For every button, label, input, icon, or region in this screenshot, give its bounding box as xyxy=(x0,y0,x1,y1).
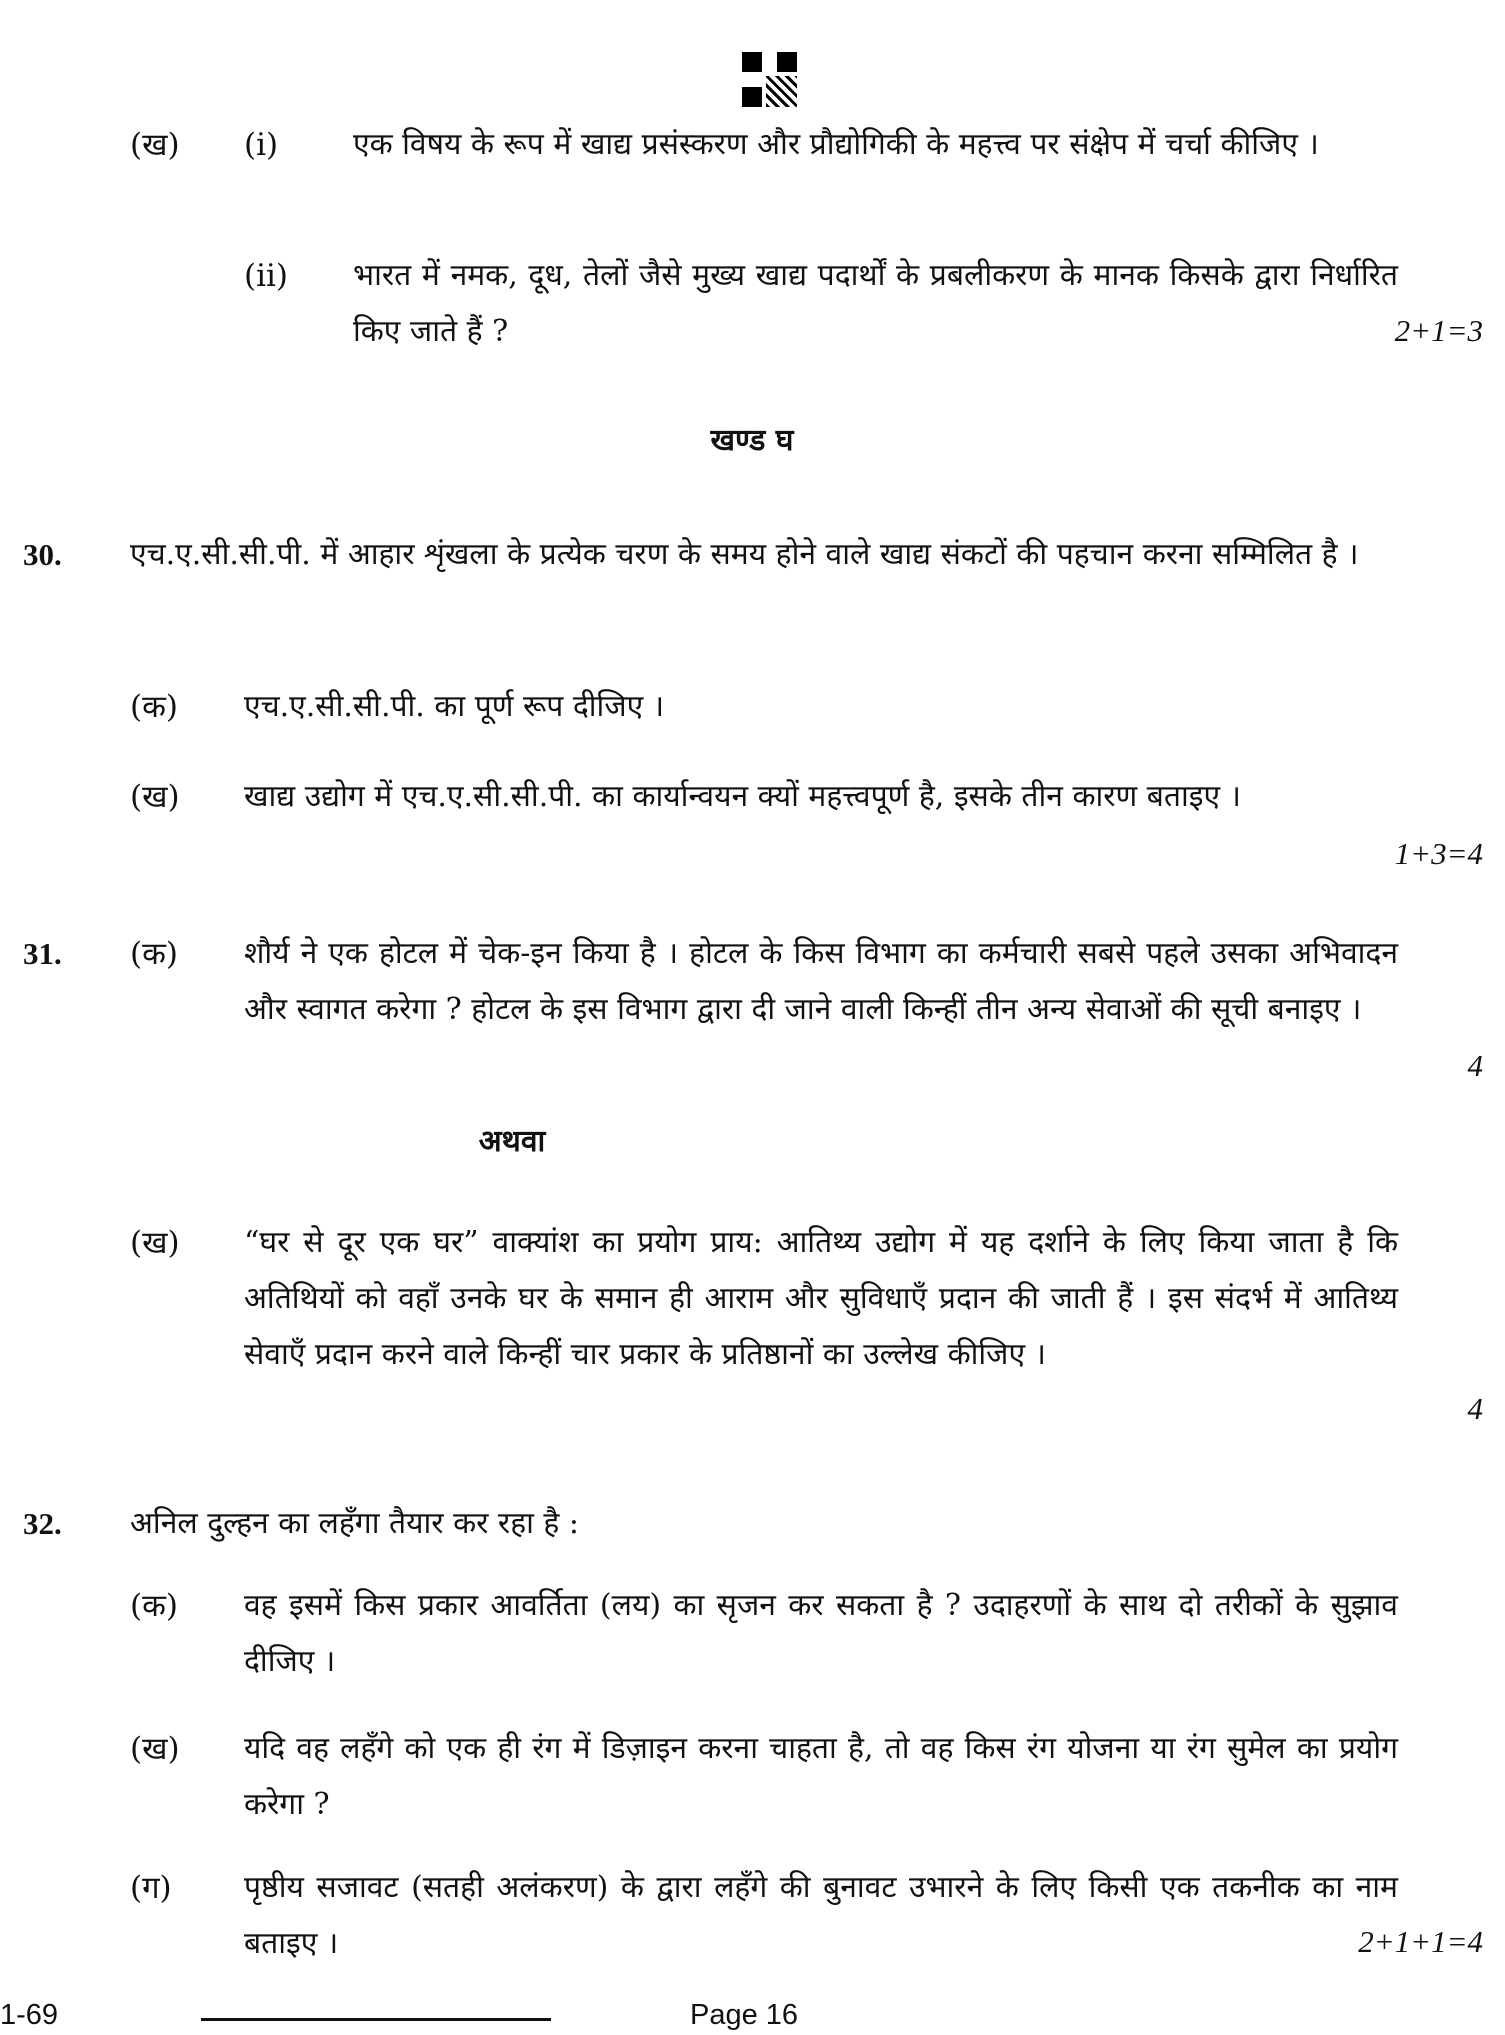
q31a-label: (क) xyxy=(130,936,178,972)
q30a-label: (क) xyxy=(130,689,178,725)
q30b-text: खाद्य उद्योग में एच.ए.सी.सी.पी. का कार्यान्वयन क्यों महत्त्वपूर्ण है, इसके तीन कारण बताइए । xyxy=(244,779,1242,814)
q31-number: 31. xyxy=(23,936,62,971)
q31b-label: (ख) xyxy=(130,1225,180,1261)
q32c-text: पृष्ठीय सजावट (सतही अलंकरण) के द्वारा लहँगे की बुनावट उभारने के लिए किसी एक तकनीक का नाम बताइए । xyxy=(244,1870,1398,1961)
q31b-text: “घर से दूर एक घर” वाक्यांश का प्रयोग प्राय: आतिथ्य उद्योग में यह दर्शाने के लिए किया जाता है कि अतिथियों को वहाँ उनके घर के समान ही आराम और सुविधाएँ प्रदान की जाती हैं । इस संदर्भ में आतिथ्य सेवाएँ प्रदान करने वाले किन्हीं चार प्रकार के प्रतिष्ठानों का उल्लेख कीजिए । xyxy=(244,1225,1398,1372)
q30-number: 30. xyxy=(23,537,62,572)
q32c-label: (ग) xyxy=(130,1870,172,1906)
page-number: Page 16 xyxy=(690,1999,799,2031)
qr-code xyxy=(742,52,797,107)
q29b-i-label: (i) xyxy=(244,127,279,163)
q32a-label: (क) xyxy=(130,1588,178,1624)
q31a-marks: 4 xyxy=(1467,1048,1483,1083)
q29b-ii-text: भारत में नमक, दूध, तेलों जैसे मुख्य खाद्य पदार्थों के प्रबलीकरण के मानक किसके द्वारा निर्धारित किए जाते हैं ? xyxy=(353,258,1398,349)
q29b-i-text: एक विषय के रूप में खाद्य प्रसंस्करण और प्रौद्योगिकी के महत्त्व पर संक्षेप में चर्चा कीजिए । xyxy=(353,127,1319,162)
q32b-text: यदि वह लहँगे को एक ही रंग में डिज़ाइन करना चाहता है, तो वह किस रंग योजना या रंग सुमेल का प्रयोग करेगा ? xyxy=(244,1731,1398,1822)
q32-stem: अनिल दुल्हन का लहँगा तैयार कर रहा है : xyxy=(130,1506,580,1541)
q30a-text: एच.ए.सी.सी.पी. का पूर्ण रूप दीजिए । xyxy=(244,689,665,724)
section-heading: खण्ड घ xyxy=(710,423,794,458)
q31a-text: शौर्य ने एक होटल में चेक-इन किया है । होटल के किस विभाग का कर्मचारी सबसे पहले उसका अभिवादन और स्वागत करेगा ? होटल के इस विभाग द्वारा दी जाने वाली किन्हीं तीन अन्य सेवाओं की सूची बनाइए । xyxy=(244,936,1398,1027)
q29-marks: 2+1=3 xyxy=(1394,313,1483,348)
q29b-label: (ख) xyxy=(130,127,180,163)
paper-code: 1-69 xyxy=(0,1999,59,2031)
q30-marks: 1+3=4 xyxy=(1394,836,1483,871)
q32b-label: (ख) xyxy=(130,1731,180,1767)
or-heading: अथवा xyxy=(478,1124,546,1159)
q29b-ii-label: (ii) xyxy=(244,258,289,294)
q32-marks: 2+1+1=4 xyxy=(1358,1924,1483,1959)
q31b-marks: 4 xyxy=(1467,1391,1483,1426)
q30-stem: एच.ए.सी.सी.पी. में आहार शृंखला के प्रत्येक चरण के समय होने वाले खाद्य संकटों की पहचान करना सम्मिलित है । xyxy=(130,537,1359,572)
q32-number: 32. xyxy=(23,1506,62,1541)
q30b-label: (ख) xyxy=(130,779,180,815)
footer-rule xyxy=(201,2018,551,2021)
q32a-text: वह इसमें किस प्रकार आवर्तिता (लय) का सृजन कर सकता है ? उदाहरणों के साथ दो तरीकों के सुझाव दीजिए । xyxy=(244,1588,1398,1679)
